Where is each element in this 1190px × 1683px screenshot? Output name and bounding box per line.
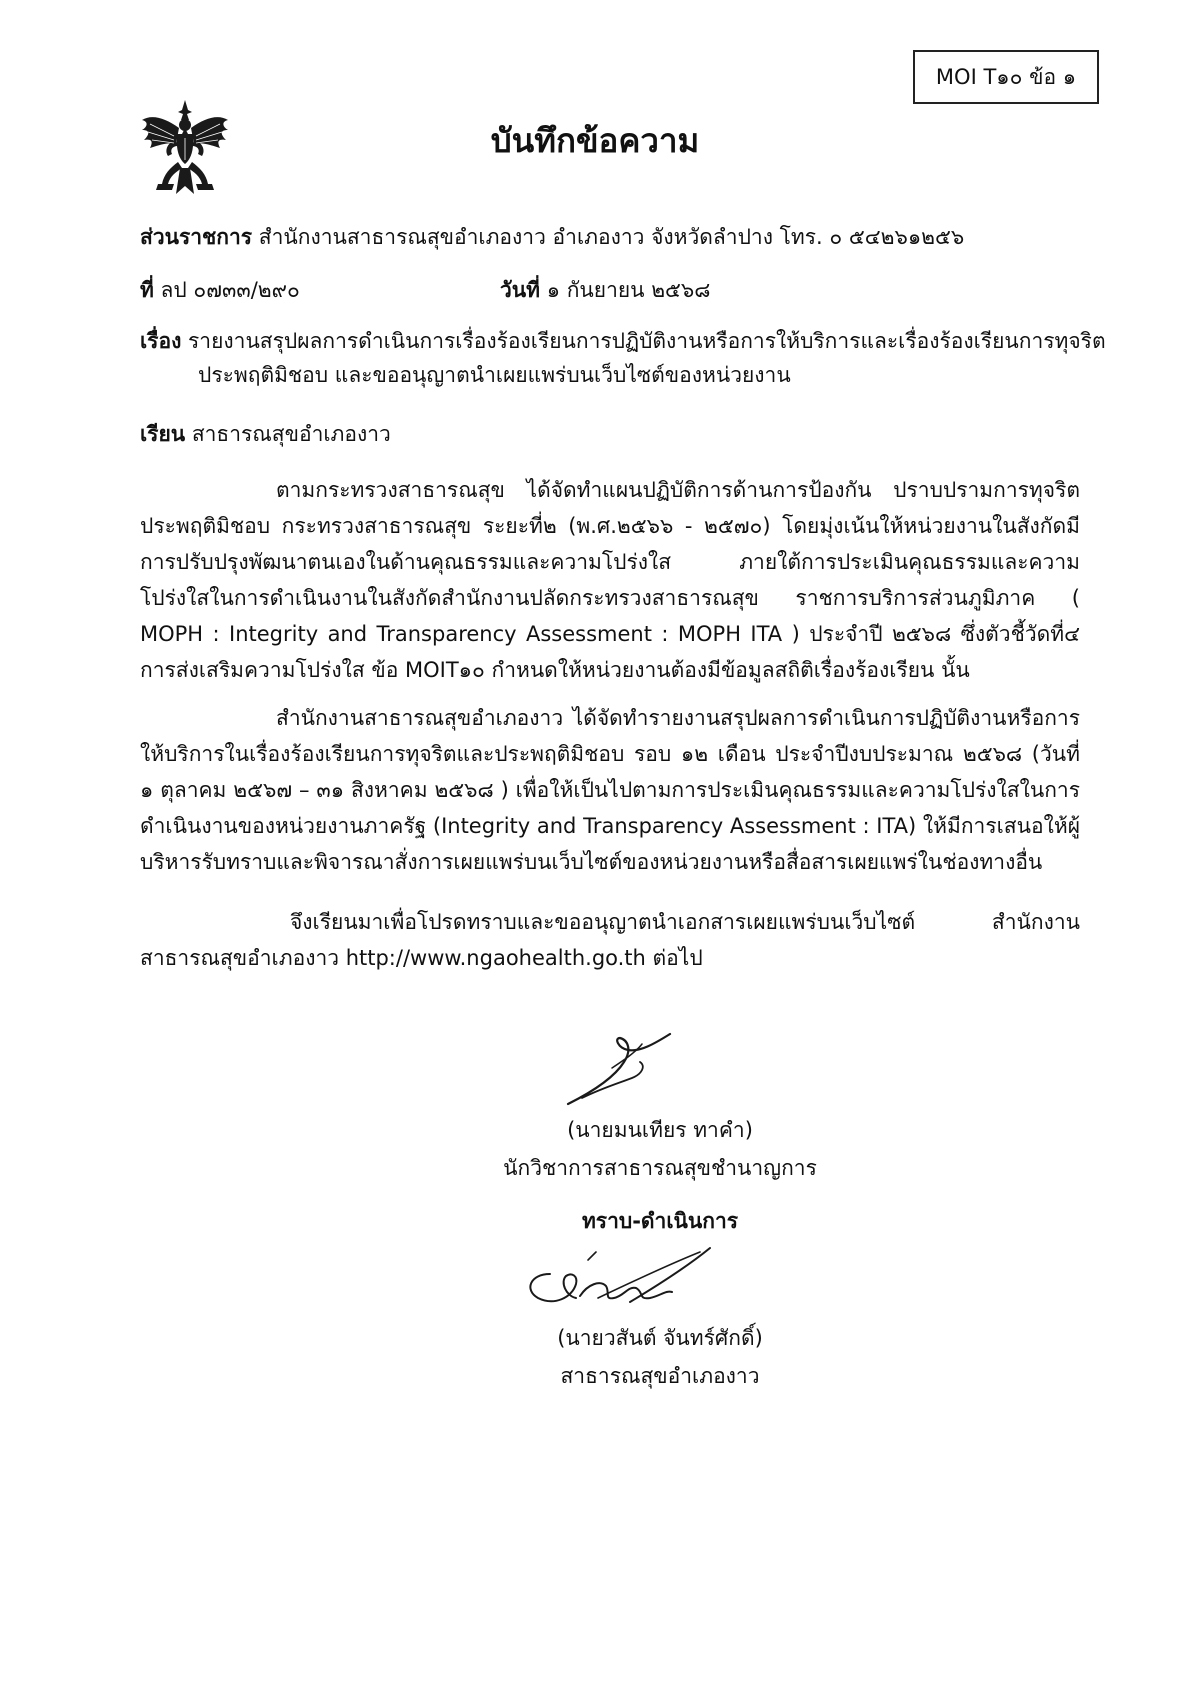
signer-signature (562, 1022, 682, 1110)
approver-signature (510, 1238, 720, 1318)
agency-value: สำนักงานสาธารณสุขอำเภองาว อำเภองาว จังหวัดลำปาง โทร. ๐ ๕๔๒๖๑๒๕๖ (258, 225, 965, 249)
recipient-label: เรียน (140, 422, 186, 446)
recipient-value: สาธารณสุขอำเภองาว (191, 422, 391, 446)
closing-paragraph: จึงเรียนมาเพื่อโปรดทราบและขออนุญาตนำเอกสารเผยแพร่บนเว็บไซต์ สำนักงานสาธารณสุขอำเภองาว http://www.ngaohealth.go.th ต่อไป (140, 910, 1080, 970)
date-line (500, 274, 710, 307)
subject-value: รายงานสรุปผลการดำเนินการเรื่องร้องเรียนการปฏิบัติงานหรือการให้บริการและเรื่องร้องเรียนการทุจริตประพฤติมิชอบ และขออนุญาตนำเผยแพร่บนเว็บไซต์ของหน่วยงาน (188, 329, 1106, 387)
document-number-line (140, 274, 300, 307)
subject-line (140, 324, 1138, 392)
body-paragraph: ตามกระทรวงสาธารณสุข ได้จัดทำแผนปฏิบัติการด้านการป้องกัน ปราบปรามการทุจริตประพฤติมิชอบ กระทรวงสาธารณสุข ระยะที่๒ (พ.ศ.๒๕๖๖ - ๒๕๗๐) โดยมุ่งเน้นให้หน่วยงานในสังกัดมีการปรับปรุงพัฒนาตนเองในด้านคุณธรรมและความโปร่งใส ภายใต้การประเมินคุณธรรมและความโปร่งใสในการดำเนินงานในสังกัดสำนักงานปลัดกระทรวงสาธารณสุข ราชการบริการส่วนภูมิภาค ( MOPH : Integrity and Transparency Assessment : MOPH ITA ) ประจำปี ๒๕๖๘ ซึ่งตัวชี้วัดที่๔ การส่งเสริมความโปร่งใส ข้อ MOIT๑๐ กำหนดให้หน่วยงานต้องมีข้อมูลสถิติเรื่องร้องเรียน นั้น (140, 478, 1080, 682)
memo-title: บันทึกข้อความ (490, 121, 700, 160)
date-value: ๑ กันยายน ๒๕๖๘ (546, 278, 711, 302)
document-number-value: ลป ๐๗๓๓/๒๙๐ (160, 278, 300, 302)
signer-position: นักวิชาการสาธารณสุขชำนาญการ (503, 1156, 817, 1180)
signer-name: (นายมนเทียร ทาคำ) (567, 1118, 753, 1142)
approver-position: สาธารณสุขอำเภองาว (560, 1364, 760, 1388)
body-paragraph: สำนักงานสาธารณสุขอำเภองาว ได้จัดทำรายงานสรุปผลการดำเนินการปฏิบัติงานหรือการให้บริการในเรื่องร้องเรียนการทุจริตและประพฤติมิชอบ รอบ ๑๒ เดือน ประจำปีงบประมาณ ๒๕๖๘ (วันที่ ๑ ตุลาคม ๒๕๖๗ – ๓๑ สิงหาคม ๒๕๖๘ ) เพื่อให้เป็นไปตามการประเมินคุณธรรมและความโปร่งใสในการดำเนินงานของหน่วยงานภาครัฐ (Integrity and Transparency Assessment : ITA) ให้มีการเสนอให้ผู้บริหารรับทราบและพิจารณาสั่งการเผยแพร่บนเว็บไซต์ของหน่วยงานหรือสื่อสารเผยแพร่ในช่องทางอื่น (140, 706, 1080, 874)
approver-name: (นายวสันต์ จันทร์ศักดิ์) (557, 1326, 763, 1350)
reference-box (913, 50, 1099, 104)
document-number-label: ที่ (140, 278, 154, 302)
acknowledge-note: ทราบ-ดำเนินการ (581, 1209, 739, 1233)
recipient-line (140, 418, 391, 451)
subject-label: เรื่อง (140, 329, 182, 353)
reference-code: MOI T๑๐ ข้อ ๑ (935, 64, 1077, 89)
agency-line (140, 221, 964, 254)
date-label: วันที่ (500, 278, 540, 302)
agency-label: ส่วนราชการ (140, 225, 253, 249)
